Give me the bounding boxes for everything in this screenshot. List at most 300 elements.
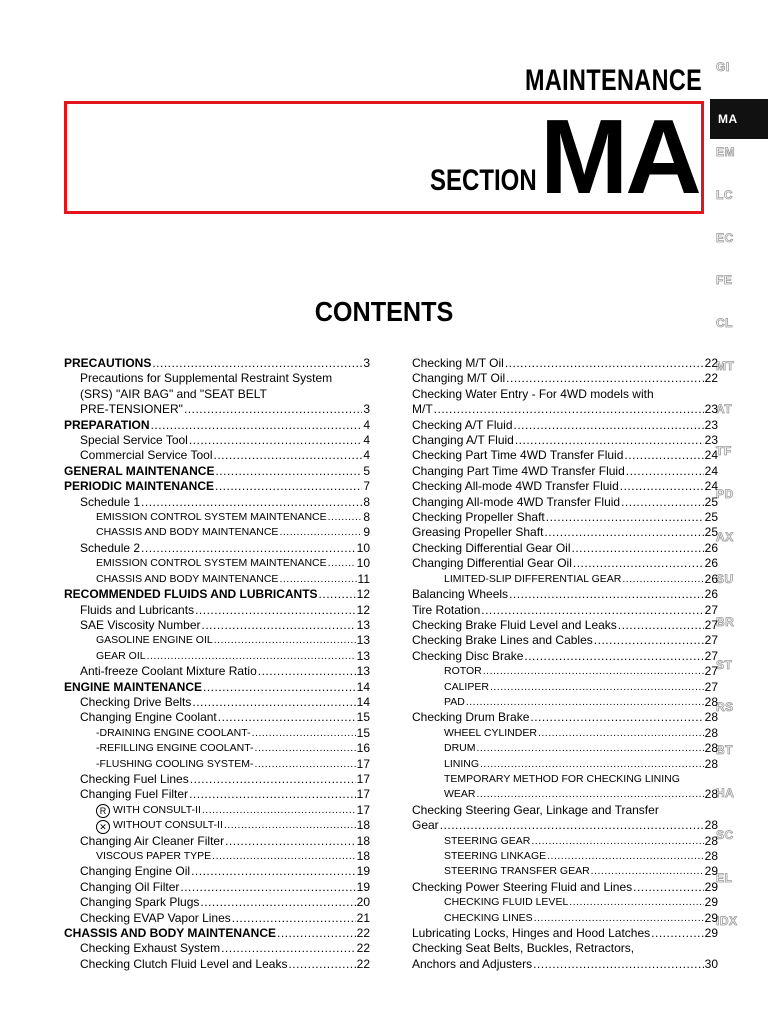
toc-entry-title[interactable]: Changing Spark Plugs bbox=[80, 895, 200, 910]
toc-entry[interactable] bbox=[64, 957, 370, 972]
section-tab-bt[interactable]: BT bbox=[716, 743, 733, 757]
toc-entry[interactable] bbox=[412, 572, 718, 587]
dot-leader bbox=[218, 710, 356, 725]
toc-entry-title[interactable]: Checking Fuel Lines bbox=[80, 771, 189, 786]
toc-entry-title[interactable]: Schedule 2 bbox=[80, 540, 141, 555]
dot-leader bbox=[569, 895, 703, 910]
dot-leader bbox=[221, 941, 356, 956]
toc-page-number: 14 bbox=[356, 694, 370, 709]
dot-leader bbox=[490, 680, 704, 695]
toc-entry[interactable] bbox=[412, 741, 718, 756]
toc-page-number: 29 bbox=[704, 895, 718, 910]
toc-entry[interactable] bbox=[64, 572, 370, 587]
toc-entry[interactable] bbox=[64, 664, 370, 679]
toc-page-number: 13 bbox=[356, 633, 370, 648]
dot-leader bbox=[141, 495, 362, 510]
toc-entry-title[interactable]: Checking Drive Belts bbox=[80, 694, 192, 709]
toc-entry[interactable] bbox=[64, 787, 370, 802]
toc-entry[interactable] bbox=[64, 926, 370, 941]
toc-entry-title[interactable]: GEAR OIL bbox=[96, 649, 146, 662]
toc-page-number: 27 bbox=[704, 617, 718, 632]
section-tab-su[interactable]: SU bbox=[716, 572, 734, 587]
toc-entry-title[interactable]: Changing Engine Oil bbox=[80, 864, 191, 879]
toc-entry[interactable] bbox=[64, 772, 370, 787]
dot-leader bbox=[434, 402, 704, 417]
section-tab-sc[interactable]: SC bbox=[716, 828, 734, 843]
toc-entry[interactable] bbox=[412, 695, 718, 710]
toc-page-number: 29 bbox=[704, 864, 718, 879]
toc-page-number: 12 bbox=[356, 602, 370, 617]
toc-entry-title[interactable]: Changing Engine Coolant bbox=[80, 710, 217, 725]
toc-entry[interactable] bbox=[64, 464, 370, 479]
toc-entry[interactable] bbox=[412, 818, 718, 833]
dot-leader bbox=[189, 433, 362, 448]
toc-entry[interactable] bbox=[412, 633, 718, 648]
toc-page-number: 26 bbox=[704, 587, 718, 602]
toc-entry[interactable] bbox=[64, 433, 370, 448]
section-tab-st[interactable]: ST bbox=[716, 657, 733, 672]
toc-page-number: 24 bbox=[704, 448, 718, 463]
dot-leader bbox=[202, 803, 356, 818]
toc-entry-title[interactable]: Schedule 1 bbox=[80, 494, 141, 509]
toc-page-number: 4 bbox=[363, 433, 370, 448]
toc-entry-title[interactable]: ROTOR bbox=[444, 665, 482, 678]
toc-page-number: 9 bbox=[363, 525, 370, 540]
dot-leader bbox=[524, 649, 703, 664]
toc-entry-title[interactable]: -DRAINING ENGINE COOLANT- bbox=[96, 726, 251, 739]
toc-entry-title[interactable]: -REFILLING ENGINE COOLANT- bbox=[96, 742, 254, 755]
toc-page-number: 10 bbox=[356, 540, 370, 555]
circle-x-icon: ✕ bbox=[96, 820, 110, 834]
toc-page-number: 17 bbox=[356, 787, 370, 802]
toc-entry[interactable] bbox=[64, 633, 370, 648]
section-tab-tf[interactable]: TF bbox=[716, 444, 732, 459]
toc-page-number: 23 bbox=[704, 402, 718, 417]
toc-entry[interactable] bbox=[412, 371, 718, 386]
dot-leader bbox=[212, 849, 355, 864]
toc-entry[interactable] bbox=[412, 418, 718, 433]
toc-entry-title[interactable]: CHASSIS AND BODY MAINTENANCE bbox=[96, 572, 279, 585]
toc-entry-title[interactable]: CHECKING FLUID LEVEL bbox=[444, 896, 569, 909]
toc-page-number: 25 bbox=[704, 494, 718, 509]
toc-page-number: 29 bbox=[704, 910, 718, 925]
toc-page-number: 28 bbox=[704, 725, 718, 740]
toc-entry-text[interactable]: TEMPORARY METHOD FOR CHECKING LINING bbox=[444, 772, 680, 785]
dot-leader bbox=[651, 926, 703, 941]
dot-leader bbox=[626, 464, 704, 479]
toc-page-number: 27 bbox=[704, 664, 718, 679]
toc-entry[interactable] bbox=[64, 941, 370, 956]
toc-page-number: 23 bbox=[704, 417, 718, 432]
section-tab-idx[interactable]: IDX bbox=[716, 913, 738, 928]
dot-leader bbox=[232, 911, 356, 926]
toc-entry-title[interactable]: WHEEL CYLINDER bbox=[444, 726, 537, 739]
toc-entry[interactable] bbox=[412, 603, 718, 618]
toc-entry-title[interactable]: PREPARATION bbox=[64, 417, 150, 432]
section-tab-lc[interactable]: LC bbox=[716, 188, 733, 203]
toc-page-number: 22 bbox=[704, 356, 718, 370]
toc-page-number: 26 bbox=[704, 556, 718, 571]
section-tab-ha[interactable]: HA bbox=[716, 785, 735, 800]
toc-entry[interactable] bbox=[412, 556, 718, 571]
dot-leader bbox=[477, 741, 704, 756]
toc-entry-title[interactable]: ENGINE MAINTENANCE bbox=[64, 679, 203, 694]
toc-page-number: 3 bbox=[363, 356, 370, 370]
toc-entry[interactable] bbox=[64, 818, 370, 833]
section-label: SECTION bbox=[430, 164, 537, 197]
toc-entry[interactable] bbox=[412, 880, 718, 895]
toc-entry-title[interactable]: CHASSIS AND BODY MAINTENANCE bbox=[64, 926, 277, 941]
toc-entry[interactable] bbox=[64, 849, 370, 864]
toc-entry[interactable] bbox=[64, 649, 370, 664]
dot-leader bbox=[195, 603, 356, 618]
toc-entry-title[interactable]: PRE-TENSIONER" bbox=[80, 402, 183, 417]
toc-entry[interactable] bbox=[412, 680, 718, 695]
dot-leader bbox=[538, 726, 704, 741]
dot-leader bbox=[514, 418, 704, 433]
section-tab-rs[interactable]: RS bbox=[716, 700, 734, 715]
toc-entry[interactable] bbox=[64, 556, 370, 571]
section-tab-cl[interactable]: CL bbox=[716, 316, 733, 331]
toc-entry[interactable] bbox=[64, 448, 370, 463]
toc-entry[interactable] bbox=[412, 664, 718, 679]
toc-entry[interactable] bbox=[64, 680, 370, 695]
toc-entry-title[interactable]: Changing Fuel Filter bbox=[80, 787, 189, 802]
toc-page-number: 10 bbox=[356, 556, 370, 571]
toc-entry[interactable] bbox=[64, 757, 370, 772]
toc-entry[interactable] bbox=[412, 464, 718, 479]
section-tab-gi[interactable]: GI bbox=[716, 60, 730, 74]
toc-entry-title[interactable]: Greasing Propeller Shaft bbox=[412, 525, 544, 540]
toc-entry-title[interactable]: Changing M/T Oil bbox=[412, 371, 506, 386]
toc-entry-title[interactable]: Changing All-mode 4WD Transfer Fluid bbox=[412, 494, 621, 509]
toc-entry[interactable] bbox=[64, 356, 370, 371]
toc-entry-title[interactable]: Checking Brake Fluid Level and Leaks bbox=[412, 617, 617, 632]
toc-entry[interactable] bbox=[64, 803, 370, 818]
toc-entry[interactable] bbox=[412, 541, 718, 556]
toc-page-number: 28 bbox=[704, 833, 718, 848]
toc-entry[interactable] bbox=[412, 433, 718, 448]
toc-page-number: 28 bbox=[704, 849, 718, 863]
toc-entry-title[interactable]: -FLUSHING COOLING SYSTEM- bbox=[96, 757, 254, 770]
dot-leader bbox=[279, 525, 362, 540]
toc-entry-title[interactable]: SAE Viscosity Number bbox=[80, 617, 201, 632]
toc-entry-title[interactable]: Checking Propeller Shaft bbox=[412, 510, 545, 525]
toc-page-number: 17 bbox=[356, 802, 370, 817]
toc-entry-text[interactable]: Checking Seat Belts, Buckles, Retractors, bbox=[412, 941, 635, 956]
toc-entry[interactable] bbox=[412, 356, 718, 371]
toc-entry[interactable] bbox=[412, 787, 718, 802]
dot-leader bbox=[152, 356, 362, 371]
toc-entry-title[interactable]: Checking EVAP Vapor Lines bbox=[80, 910, 231, 925]
toc-entry[interactable] bbox=[64, 864, 370, 879]
toc-page-number: 18 bbox=[356, 833, 370, 848]
toc-page-number: 5 bbox=[363, 463, 370, 478]
dot-leader bbox=[224, 818, 356, 833]
toc-page-number: 12 bbox=[356, 587, 370, 602]
section-index-tabs bbox=[710, 60, 768, 956]
dot-leader bbox=[483, 664, 704, 679]
toc-page-number: 29 bbox=[704, 926, 718, 941]
toc-page-number: 24 bbox=[704, 479, 718, 494]
toc-page-number: 28 bbox=[704, 756, 718, 771]
toc-entry-title[interactable]: Checking Drum Brake bbox=[412, 710, 530, 725]
dot-leader bbox=[618, 618, 704, 633]
dot-leader bbox=[258, 664, 356, 679]
dot-leader bbox=[633, 880, 704, 895]
toc-entry-title[interactable]: STEERING TRANSFER GEAR bbox=[444, 865, 590, 878]
toc-entry-title[interactable]: M/T bbox=[412, 402, 433, 417]
toc-entry[interactable] bbox=[412, 895, 718, 910]
toc-entry-title[interactable]: Fluids and Lubricants bbox=[80, 602, 195, 617]
toc-entry[interactable] bbox=[64, 495, 370, 510]
toc-entry[interactable] bbox=[64, 880, 370, 895]
toc-entry-title[interactable]: VISCOUS PAPER TYPE bbox=[96, 850, 212, 862]
dot-leader bbox=[180, 880, 355, 895]
section-category-title: MAINTENANCE bbox=[524, 64, 702, 97]
dot-leader bbox=[505, 356, 704, 371]
dot-leader bbox=[215, 479, 362, 494]
dot-leader bbox=[544, 525, 703, 540]
toc-entry[interactable] bbox=[412, 525, 718, 540]
toc-entry[interactable] bbox=[412, 479, 718, 494]
dot-leader bbox=[533, 957, 704, 972]
toc-entry[interactable] bbox=[64, 510, 370, 525]
toc-page-number: 22 bbox=[356, 926, 370, 941]
toc-page-number: 23 bbox=[704, 433, 718, 448]
dot-leader bbox=[192, 695, 355, 710]
dot-leader bbox=[328, 556, 356, 571]
toc-page-number: 13 bbox=[356, 664, 370, 679]
toc-entry[interactable] bbox=[412, 864, 718, 879]
dot-leader bbox=[214, 448, 363, 463]
section-tab-fe[interactable]: FE bbox=[716, 273, 733, 288]
toc-page-number: 16 bbox=[356, 741, 370, 756]
toc-entry[interactable] bbox=[64, 618, 370, 633]
toc-entry[interactable] bbox=[412, 710, 718, 725]
section-tab-ec[interactable]: EC bbox=[716, 230, 734, 245]
toc-page-number: 26 bbox=[704, 540, 718, 555]
toc-page-number: 14 bbox=[356, 679, 370, 694]
dot-leader bbox=[215, 464, 362, 479]
dot-leader bbox=[622, 572, 703, 587]
toc-entry-title[interactable]: STEERING LINKAGE bbox=[444, 850, 547, 862]
toc-page-number: 11 bbox=[357, 571, 370, 586]
contents-heading: CONTENTS bbox=[314, 296, 454, 327]
dot-leader bbox=[546, 510, 704, 525]
toc-page-number: 18 bbox=[356, 849, 370, 863]
toc-entry-title[interactable]: RECOMMENDED FLUIDS AND LUBRICANTS bbox=[64, 587, 318, 602]
toc-entry-title[interactable]: PAD bbox=[444, 695, 465, 708]
dot-leader bbox=[214, 633, 356, 648]
toc-entry[interactable] bbox=[64, 895, 370, 910]
toc-page-number: 25 bbox=[704, 525, 718, 540]
toc-entry-title[interactable]: Changing Part Time 4WD Transfer Fluid bbox=[412, 463, 625, 478]
toc-column-left bbox=[64, 356, 370, 972]
toc-entry-title[interactable]: Commercial Service Tool bbox=[80, 448, 213, 463]
section-tab-el[interactable]: EL bbox=[716, 871, 733, 886]
dot-leader bbox=[515, 433, 704, 448]
toc-entry-text[interactable]: (SRS) "AIR BAG" and "SEAT BELT bbox=[80, 386, 267, 401]
dot-leader bbox=[572, 541, 704, 556]
toc-entry-title[interactable]: Anti-freeze Coolant Mixture Ratio bbox=[80, 664, 257, 679]
toc-entry[interactable] bbox=[412, 726, 718, 741]
toc-page-number: 27 bbox=[704, 602, 718, 617]
dot-leader bbox=[191, 864, 356, 879]
dot-leader bbox=[319, 587, 356, 602]
toc-entry-text[interactable]: Precautions for Supplemental Restraint System bbox=[80, 371, 333, 386]
toc-page-number: 21 bbox=[356, 910, 370, 925]
dot-leader bbox=[624, 448, 703, 463]
dot-leader bbox=[440, 818, 704, 833]
dot-leader bbox=[151, 418, 363, 433]
toc-entry[interactable] bbox=[412, 510, 718, 525]
section-tab-em[interactable]: EM bbox=[716, 145, 735, 160]
dot-leader bbox=[466, 695, 704, 710]
section-tab-ax[interactable]: AX bbox=[716, 529, 734, 544]
dot-leader bbox=[203, 680, 356, 695]
toc-entry[interactable] bbox=[412, 834, 718, 849]
toc-entry-title[interactable]: LIMITED-SLIP DIFFERENTIAL GEAR bbox=[444, 572, 622, 585]
section-tab-at[interactable]: AT bbox=[716, 401, 733, 416]
toc-entry[interactable] bbox=[412, 911, 718, 926]
toc-entry-title[interactable]: WITH CONSULT-II bbox=[113, 803, 201, 816]
dot-leader bbox=[190, 772, 356, 787]
toc-entry[interactable] bbox=[412, 587, 718, 602]
toc-page-number: 22 bbox=[704, 371, 718, 386]
toc-entry-title[interactable]: PERIODIC MAINTENANCE bbox=[64, 479, 215, 494]
toc-entry-text[interactable]: Checking Water Entry - For 4WD models with bbox=[412, 386, 654, 401]
dot-leader bbox=[594, 633, 704, 648]
toc-page-number: 17 bbox=[356, 756, 370, 771]
toc-entry[interactable] bbox=[64, 911, 370, 926]
toc-entry[interactable] bbox=[412, 495, 718, 510]
toc-page-number: 22 bbox=[356, 941, 370, 956]
toc-entry-title[interactable]: WEAR bbox=[444, 788, 476, 801]
toc-entry-title[interactable]: GENERAL MAINTENANCE bbox=[64, 463, 215, 478]
dot-leader bbox=[255, 741, 356, 756]
section-tab-ma[interactable]: MA bbox=[710, 99, 768, 139]
dot-leader bbox=[480, 757, 704, 772]
toc-entry[interactable] bbox=[412, 649, 718, 664]
toc-page-number: 28 bbox=[704, 741, 718, 756]
dot-leader bbox=[328, 510, 363, 525]
toc-entry[interactable] bbox=[64, 695, 370, 710]
dot-leader bbox=[477, 787, 704, 802]
toc-entry-title[interactable]: Checking Power Steering Fluid and Lines bbox=[412, 879, 633, 894]
toc-page-number: 28 bbox=[704, 787, 718, 802]
toc-entry-title[interactable]: Tire Rotation bbox=[412, 602, 481, 617]
toc-entry[interactable] bbox=[412, 757, 718, 772]
toc-entry-title[interactable]: EMISSION CONTROL SYSTEM MAINTENANCE bbox=[96, 557, 327, 570]
toc-entry-title[interactable]: CHECKING LINES bbox=[444, 911, 533, 924]
section-tab-mt[interactable]: MT bbox=[716, 358, 735, 373]
toc-entry-title[interactable]: PRECAUTIONS bbox=[64, 356, 152, 370]
toc-page-number: 27 bbox=[704, 648, 718, 663]
toc-entry[interactable] bbox=[412, 849, 718, 864]
toc-entry-title[interactable]: Changing Air Cleaner Filter bbox=[80, 833, 225, 848]
toc-page-number: 19 bbox=[356, 864, 370, 879]
toc-page-number: 28 bbox=[704, 710, 718, 725]
toc-entry[interactable] bbox=[412, 402, 718, 417]
toc-page-number: 26 bbox=[704, 571, 718, 586]
toc-entry[interactable] bbox=[64, 587, 370, 602]
toc-entry-title[interactable]: CALIPER bbox=[444, 680, 489, 693]
toc-entry-title[interactable]: Checking Disc Brake bbox=[412, 648, 524, 663]
toc-entry[interactable] bbox=[64, 834, 370, 849]
toc-entry-title[interactable]: CHASSIS AND BODY MAINTENANCE bbox=[96, 526, 279, 539]
dot-leader bbox=[200, 895, 355, 910]
toc-entry-title[interactable]: Checking Clutch Fluid Level and Leaks bbox=[80, 956, 288, 971]
toc-entry[interactable] bbox=[64, 710, 370, 725]
toc-entry-title[interactable]: Checking A/T Fluid bbox=[412, 417, 513, 432]
toc-entry[interactable] bbox=[64, 525, 370, 540]
toc-entry[interactable] bbox=[64, 541, 370, 556]
toc-entry-title[interactable]: Checking Brake Lines and Cables bbox=[412, 633, 593, 648]
toc-entry-title[interactable]: Special Service Tool bbox=[80, 433, 188, 448]
toc-page-number: 13 bbox=[356, 617, 370, 632]
toc-entry-title[interactable]: WITHOUT CONSULT-II bbox=[113, 819, 223, 832]
toc-entry[interactable] bbox=[64, 418, 370, 433]
toc-entry-title[interactable]: LINING bbox=[444, 757, 480, 770]
toc-entry[interactable] bbox=[64, 741, 370, 756]
dot-leader bbox=[506, 371, 703, 386]
dot-leader bbox=[531, 834, 703, 849]
section-tab-br[interactable]: BR bbox=[716, 614, 735, 629]
toc-entry-title[interactable]: Checking All-mode 4WD Transfer Fluid bbox=[412, 479, 619, 494]
dot-leader bbox=[288, 957, 355, 972]
toc-entry-title[interactable]: Checking Differential Gear Oil bbox=[412, 540, 571, 555]
toc-entry[interactable] bbox=[412, 448, 718, 463]
toc-page-number: 15 bbox=[356, 725, 370, 740]
toc-entry-title[interactable]: Checking M/T Oil bbox=[412, 356, 504, 370]
dot-leader bbox=[530, 710, 703, 725]
toc-entry[interactable] bbox=[64, 479, 370, 494]
toc-page-number: 27 bbox=[704, 633, 718, 648]
toc-entry-title[interactable]: STEERING GEAR bbox=[444, 834, 531, 847]
toc-page-number: 4 bbox=[363, 448, 370, 463]
toc-page-number: 24 bbox=[704, 463, 718, 478]
toc-entry-title[interactable]: Checking Exhaust System bbox=[80, 941, 221, 956]
toc-entry-title[interactable]: DRUM bbox=[444, 742, 476, 755]
toc-entry[interactable] bbox=[64, 603, 370, 618]
toc-entry-title[interactable]: Anchors and Adjusters bbox=[412, 956, 533, 971]
toc-entry-title[interactable]: Balancing Wheels bbox=[412, 587, 509, 602]
toc-entry-title[interactable]: Changing Oil Filter bbox=[80, 879, 180, 894]
toc-entry-title[interactable]: Checking Part Time 4WD Transfer Fluid bbox=[412, 448, 624, 463]
dot-leader bbox=[277, 926, 356, 941]
toc-entry-title[interactable]: Changing A/T Fluid bbox=[412, 433, 514, 448]
dot-leader bbox=[184, 402, 362, 417]
toc-page-number: 3 bbox=[363, 402, 370, 417]
dot-leader bbox=[255, 757, 356, 772]
section-tab-pd[interactable]: PD bbox=[716, 486, 734, 501]
toc-entry-title[interactable]: Gear bbox=[412, 818, 439, 833]
toc-entry[interactable] bbox=[412, 957, 718, 972]
toc-entry-title[interactable]: GASOLINE ENGINE OIL bbox=[96, 634, 213, 647]
toc-entry[interactable] bbox=[64, 402, 370, 417]
toc-entry-title[interactable]: EMISSION CONTROL SYSTEM MAINTENANCE bbox=[96, 511, 327, 524]
toc-entry-text[interactable]: Checking Steering Gear, Linkage and Transfer bbox=[412, 802, 659, 817]
toc-entry[interactable] bbox=[412, 926, 718, 941]
toc-entry-title[interactable]: Changing Differential Gear Oil bbox=[412, 556, 572, 571]
toc-entry[interactable] bbox=[412, 618, 718, 633]
toc-page-number: 29 bbox=[704, 879, 718, 894]
toc-entry[interactable] bbox=[64, 726, 370, 741]
toc-entry-title[interactable]: Lubricating Locks, Hinges and Hood Latches bbox=[412, 926, 651, 941]
toc-page-number: 27 bbox=[704, 679, 718, 694]
dot-leader bbox=[547, 849, 704, 864]
